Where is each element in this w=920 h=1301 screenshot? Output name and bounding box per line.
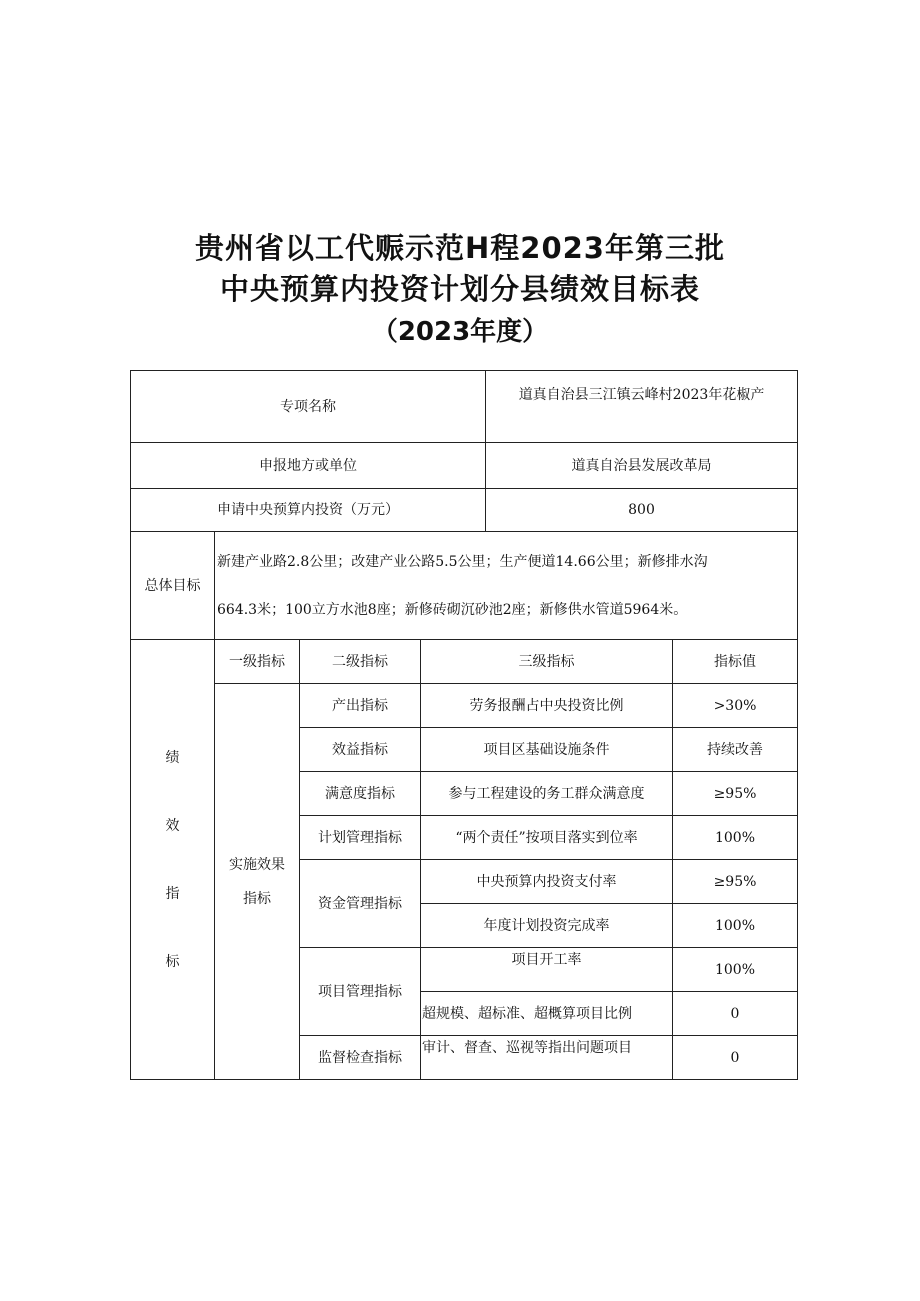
value-start-rate: 100% bbox=[673, 948, 798, 992]
section-char-4: 标 bbox=[165, 953, 180, 970]
investment-value: 800 bbox=[486, 489, 798, 532]
level1-indicator-name bbox=[215, 684, 300, 1080]
document-title bbox=[0, 228, 920, 352]
level1-name-part-1: 实施效果 bbox=[229, 856, 285, 873]
title-line-2: 中央预算内投资计划分县绩效目标表 bbox=[219, 272, 700, 306]
indicators-section-label bbox=[131, 640, 215, 1080]
value-audit-issues: 0 bbox=[673, 1036, 798, 1080]
header-value: 指标值 bbox=[673, 640, 798, 684]
value-payment-rate: ≥95% bbox=[673, 860, 798, 904]
overall-goal-line-1: 新建产业路2.8公里；改建产业公路5.5公里；生产便道14.66公里；新修排水沟 bbox=[217, 553, 708, 570]
level3-worker-satisfaction: 参与工程建设的务工群众满意度 bbox=[421, 772, 673, 816]
level2-satisfaction: 满意度指标 bbox=[300, 772, 421, 816]
performance-target-table bbox=[130, 370, 798, 1080]
overall-goal-label: 总体目标 bbox=[131, 532, 215, 640]
level3-audit-issues: 审计、督查、巡视等指出问题项目 bbox=[421, 1036, 673, 1080]
value-worker-satisfaction: ≥95% bbox=[673, 772, 798, 816]
header-level2: 二级指标 bbox=[300, 640, 421, 684]
value-responsibility-rate: 100% bbox=[673, 816, 798, 860]
investment-label: 申请中央预算内投资（万元） bbox=[131, 489, 486, 532]
title-line-1: 贵州省以工代赈示范H程2023年第三批 bbox=[195, 231, 725, 265]
value-labor-ratio: >30% bbox=[673, 684, 798, 728]
applicant-value: 道真自治县发展改革局 bbox=[486, 443, 798, 489]
level2-benefit: 效益指标 bbox=[300, 728, 421, 772]
section-char-3: 指 bbox=[165, 885, 180, 902]
level3-plan-completion: 年度计划投资完成率 bbox=[421, 904, 673, 948]
level2-output: 产出指标 bbox=[300, 684, 421, 728]
value-plan-completion: 100% bbox=[673, 904, 798, 948]
level3-responsibility-rate: “两个责任”按项目落实到位率 bbox=[421, 816, 673, 860]
level3-labor-ratio: 劳务报酬占中央投资比例 bbox=[421, 684, 673, 728]
level3-start-rate: 项目开工率 bbox=[421, 948, 673, 992]
level3-payment-rate: 中央预算内投资支付率 bbox=[421, 860, 673, 904]
value-infrastructure: 持续改善 bbox=[673, 728, 798, 772]
level2-project-management: 项目管理指标 bbox=[300, 948, 421, 1036]
project-name-label: 专项名称 bbox=[131, 371, 486, 443]
project-name-value: 道真自治县三江镇云峰村2023年花椒产 bbox=[486, 371, 798, 443]
level2-fund-management: 资金管理指标 bbox=[300, 860, 421, 948]
header-level3: 三级指标 bbox=[421, 640, 673, 684]
value-over-limit-ratio: 0 bbox=[673, 992, 798, 1036]
level3-over-limit-ratio: 超规模、超标准、超概算项目比例 bbox=[421, 992, 673, 1036]
title-year: （2023年度） bbox=[371, 317, 549, 347]
section-char-1: 绩 bbox=[165, 749, 180, 766]
applicant-label: 申报地方或单位 bbox=[131, 443, 486, 489]
level2-supervision: 监督检查指标 bbox=[300, 1036, 421, 1080]
overall-goal-line-2: 664.3米；100立方水池8座；新修砖砌沉砂池2座；新修供水管道5964米。 bbox=[217, 601, 688, 618]
section-char-2: 效 bbox=[165, 817, 180, 834]
level2-plan-management: 计划管理指标 bbox=[300, 816, 421, 860]
header-level1: 一级指标 bbox=[215, 640, 300, 684]
level3-infrastructure: 项目区基础设施条件 bbox=[421, 728, 673, 772]
overall-goal-text bbox=[215, 532, 798, 640]
level1-name-part-2: 指标 bbox=[243, 890, 271, 907]
